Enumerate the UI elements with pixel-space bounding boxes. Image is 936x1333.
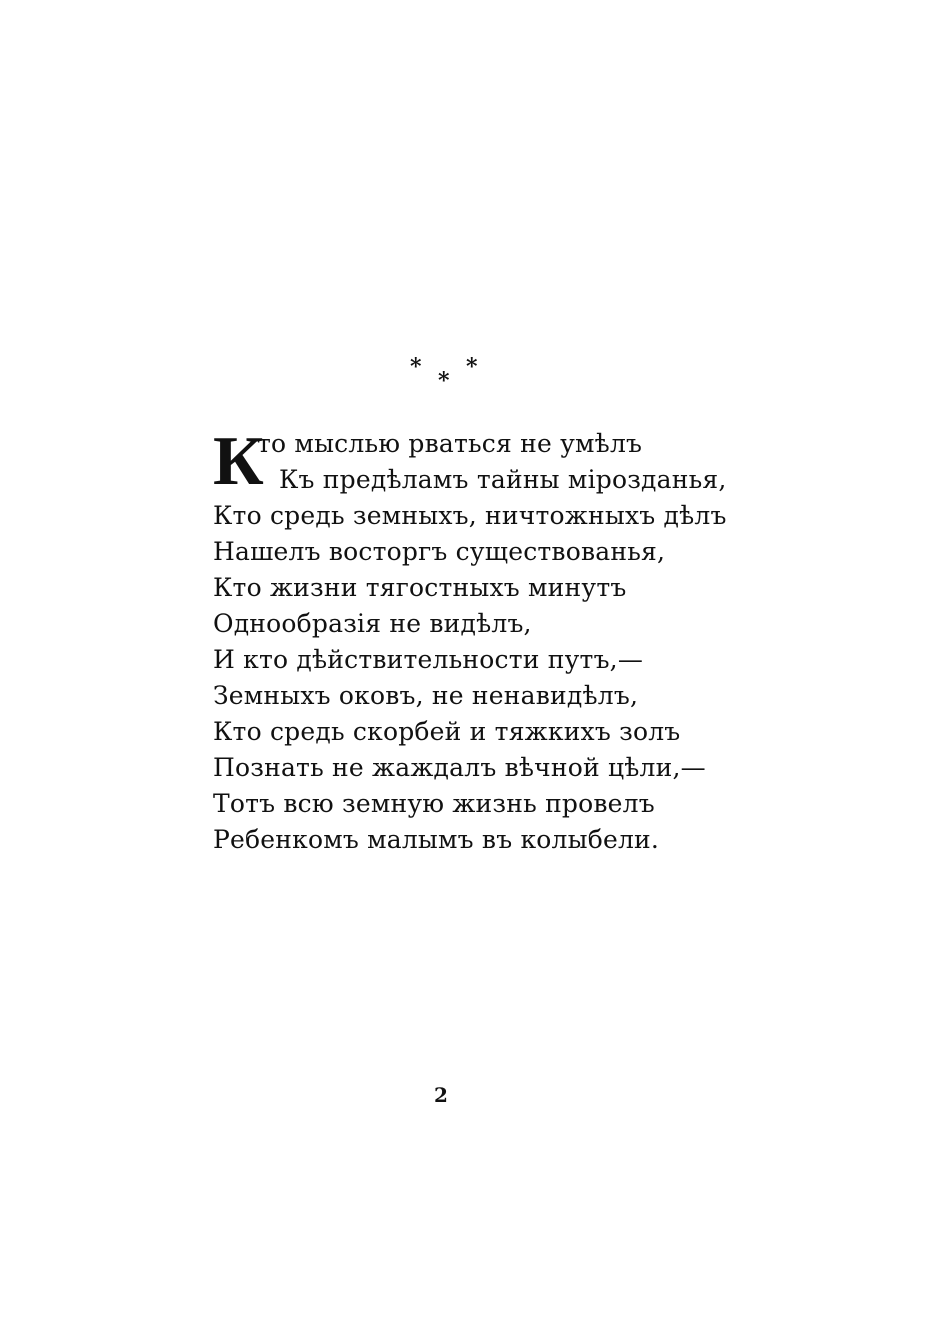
poem-line: Кто средь земныхъ, ничтожныхъ дѣлъ (213, 501, 727, 530)
asterisk: * (438, 368, 450, 394)
asterism (408, 354, 488, 394)
poem-line: Кто жизни тягостныхъ минутъ (213, 573, 627, 602)
poem-line: Къ предѣламъ тайны мірозданья, (279, 465, 727, 494)
poem-line: Кто средь скорбей и тяжкихъ золъ (213, 717, 681, 746)
poem (213, 423, 773, 858)
drop-cap: К (213, 423, 264, 500)
poem-line: Однообразія не видѣлъ, (213, 609, 532, 638)
asterisk: * (410, 354, 422, 380)
poem-line: Ребенкомъ малымъ въ колыбели. (213, 825, 660, 854)
poem-line: И кто дѣйствительности путъ,— (213, 645, 644, 674)
asterisk: * (466, 354, 478, 380)
poem-opening (213, 423, 773, 500)
poem-line: Познать не жаждалъ вѣчной цѣли,— (213, 753, 706, 782)
poem-line: Тотъ всю земную жизнь провелъ (213, 789, 655, 818)
poem-line: Нашелъ восторгъ существованья, (213, 537, 666, 566)
page-number: 2 (434, 1083, 448, 1107)
poem-line: Земныхъ оковъ, не ненавидѣлъ, (213, 681, 639, 710)
poem-line: то мыслью рваться не умѣлъ (257, 429, 643, 458)
